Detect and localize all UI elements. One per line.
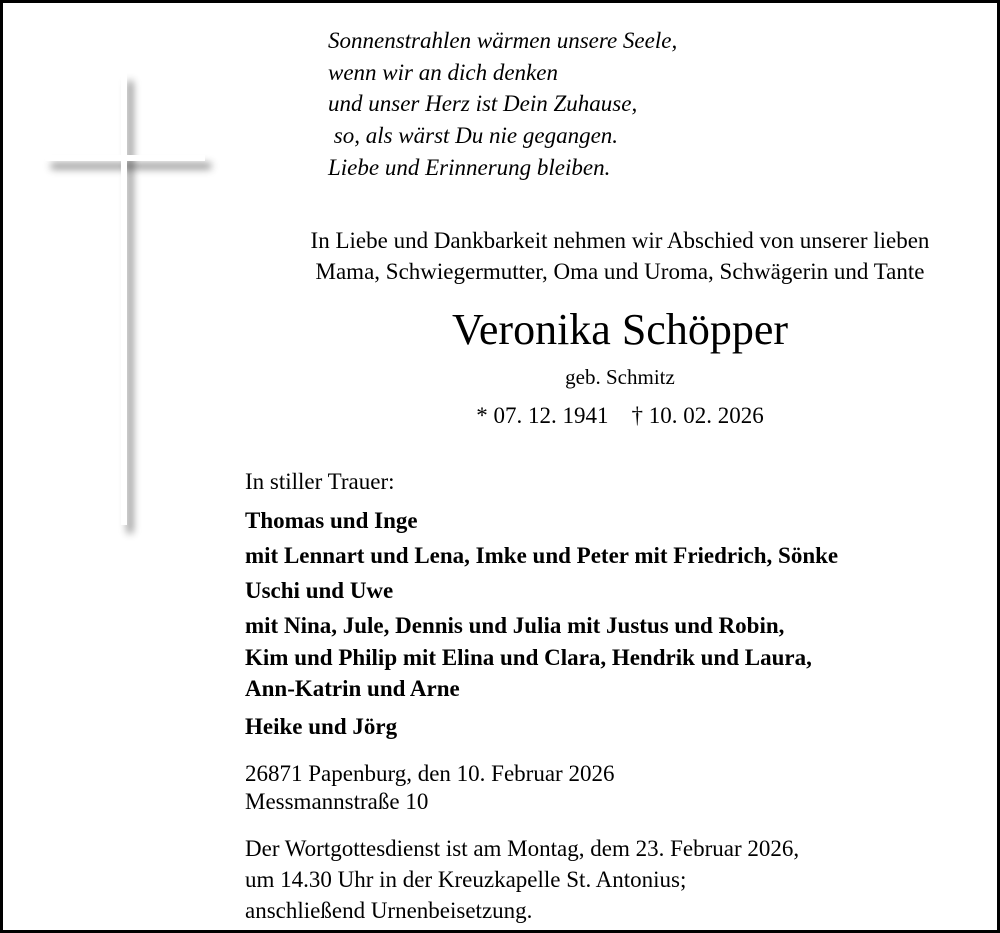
birth-name: geb. Schmitz (565, 365, 675, 389)
poem-line: so, als wärst Du nie gegangen. (328, 123, 619, 148)
poem-line: wenn wir an dich denken (328, 60, 558, 85)
address-line: 26871 Papenburg, den 10. Februar 2026 (245, 761, 615, 786)
mourner-line: Heike und Jörg (245, 714, 398, 739)
service-line: um 14.30 Uhr in der Kreuzkapelle St. Antonius; (245, 867, 687, 892)
service-line: anschließend Urnenbeisetzung. (245, 898, 533, 923)
mourner-line: Thomas und Inge (245, 508, 418, 533)
deceased-name: Veronika Schöpper (451, 305, 788, 354)
cross-overlay (121, 73, 127, 525)
mourner-line: mit Lennart und Lena, Imke und Peter mit Friedrich, Sönke (245, 543, 839, 568)
poem-line: Liebe und Erinnerung bleiben. (328, 155, 611, 180)
mourning-label: In stiller Trauer: (245, 469, 395, 494)
mourner-line: mit Nina, Jule, Dennis und Julia mit Justus und Robin, (245, 613, 785, 638)
intro-line: In Liebe und Dankbarkeit nehmen wir Abschied von unserer lieben (310, 228, 930, 253)
mourner-line: Kim und Philip mit Elina und Clara, Hendrik und Laura, (245, 645, 812, 670)
poem-line: und unser Herz ist Dein Zuhause, (328, 91, 638, 116)
service-line: Der Wortgottesdienst ist am Montag, dem 23. Februar 2026, (245, 836, 800, 861)
mourner-line: Ann-Katrin und Arne (245, 676, 460, 701)
life-dates: * 07. 12. 1941 † 10. 02. 2026 (476, 403, 764, 428)
intro-line: Mama, Schwiegermutter, Oma und Uroma, Schwägerin und Tante (315, 259, 925, 284)
mourner-line: Uschi und Uwe (245, 578, 394, 603)
poem-line: Sonnenstrahlen wärmen unsere Seele, (328, 28, 678, 53)
address-line: Messmannstraße 10 (245, 789, 429, 814)
